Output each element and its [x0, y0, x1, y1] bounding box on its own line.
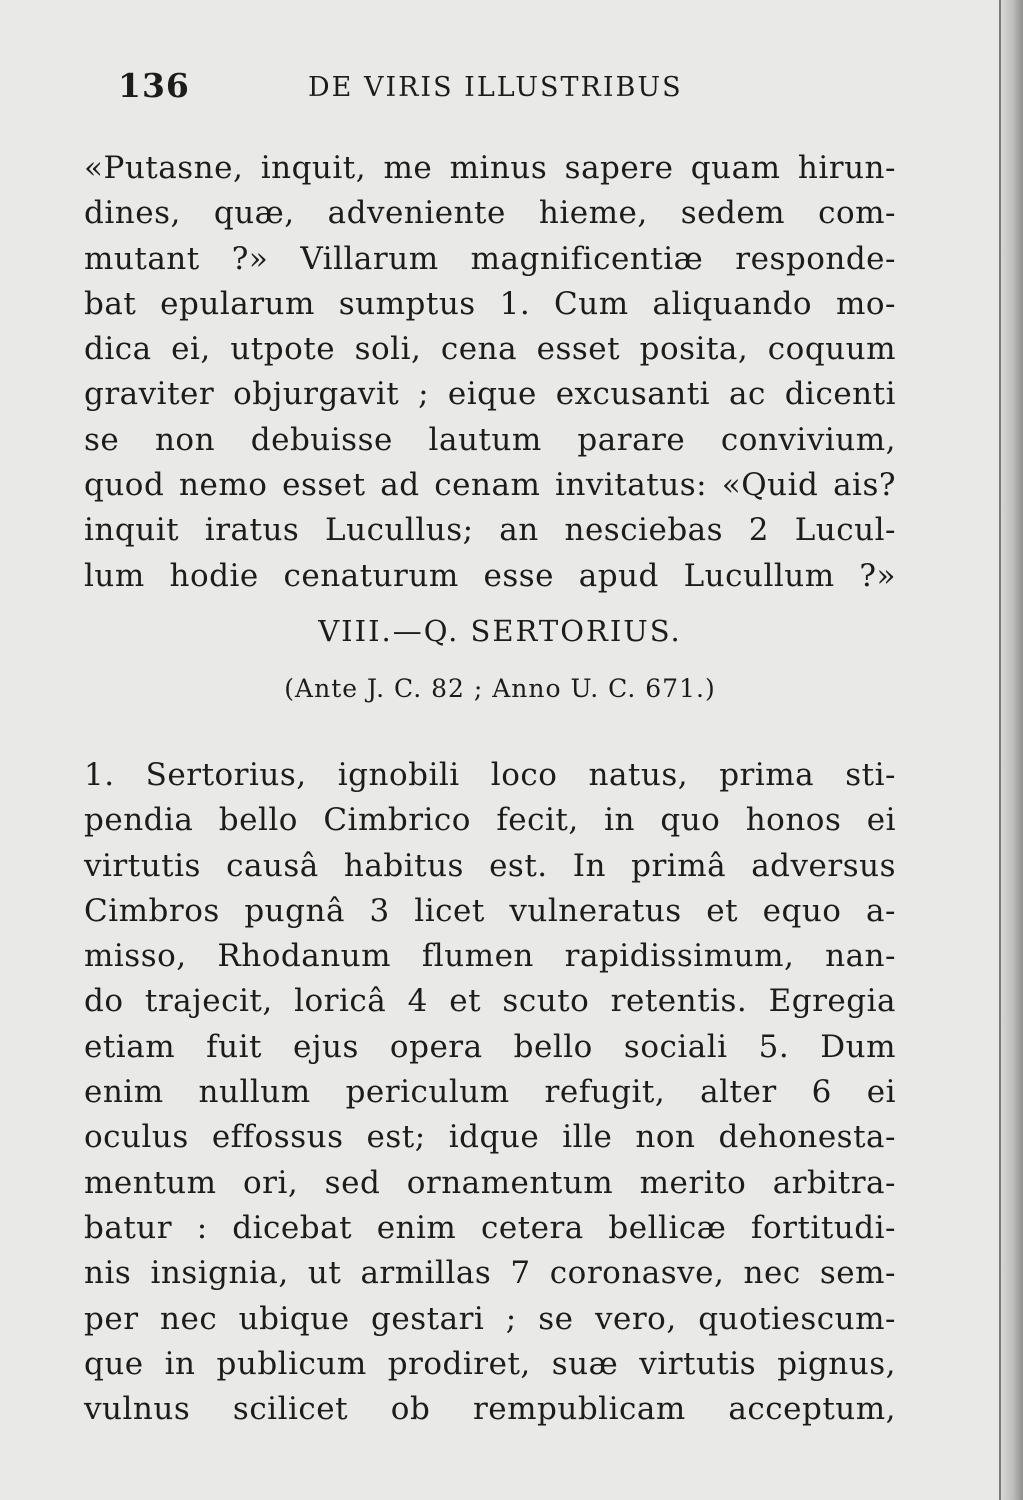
text-line: se non debuisse lautum parare convivium, [84, 421, 896, 458]
text-line: «Putasne, inquit, me minus sapere quam hirun- [84, 150, 896, 186]
text-line: 1. Sertorius, ignobili loco natus, prima sti- [84, 757, 896, 793]
text-line: enim nullum periculum refugit, alter 6 ei [84, 1074, 896, 1111]
text-line: que in publicum prodiret, suæ virtutis pignus, [84, 1345, 896, 1382]
text-line: nis insignia, ut armillas 7 coronasve, nec sem- [84, 1255, 896, 1292]
text-line: inquit iratus Lucullus; an nesciebas 2 Lucul- [84, 512, 896, 549]
text-line: pendia bello Cimbrico fecit, in quo honos ei [84, 802, 896, 839]
passage-lucullus [84, 146, 896, 599]
text-line: vulnus scilicet ob rempublicam acceptum, [84, 1391, 896, 1428]
text-line: mentum ori, sed ornamentum merito arbitra- [84, 1164, 896, 1201]
text-line: per nec ubique gestari ; se vero, quotiescum- [84, 1300, 896, 1337]
text-line: etiam fuit ejus opera bello sociali 5. Dum [84, 1028, 896, 1065]
text-line: batur : dicebat enim cetera bellicæ fortitudi- [84, 1209, 896, 1246]
text-line: oculus effossus est; idque ille non dehonesta- [84, 1119, 896, 1156]
text-line: quod nemo esset ad cenam invitatus: «Quid ais? [84, 467, 896, 504]
chapter-date: (Ante J. C. 82 ; Anno U. C. 671.) [284, 674, 716, 703]
running-head [118, 66, 718, 110]
text-line: virtutis causâ habitus est. In primâ adversus [84, 847, 896, 884]
text-line: dica ei, utpote soli, cena esset posita, coquum [84, 331, 896, 368]
passage-sertorius [84, 753, 896, 1432]
text-line: do trajecit, loricâ 4 et scuto retentis. Egregia [84, 983, 896, 1020]
page-number: 136 [118, 66, 190, 105]
page-edge [1001, 0, 1023, 1500]
text-line: mutant ?» Villarum magnificentiæ responde- [84, 240, 896, 277]
text-line: lum hodie cenaturum esse apud Lucullum ?» [84, 557, 896, 594]
text-line: bat epularum sumptus 1. Cum aliquando mo- [84, 285, 896, 322]
chapter-heading: VIII.—Q. SERTORIUS. [318, 614, 682, 648]
text-line: graviter objurgavit ; eique excusanti ac dicenti [84, 376, 896, 413]
text-line: misso, Rhodanum flumen rapidissimum, nan- [84, 938, 896, 975]
text-line: dines, quæ, adveniente hieme, sedem com- [84, 195, 896, 232]
running-title: DE VIRIS ILLUSTRIBUS [308, 72, 683, 103]
text-line: Cimbros pugnâ 3 licet vulneratus et equo a- [84, 892, 896, 929]
